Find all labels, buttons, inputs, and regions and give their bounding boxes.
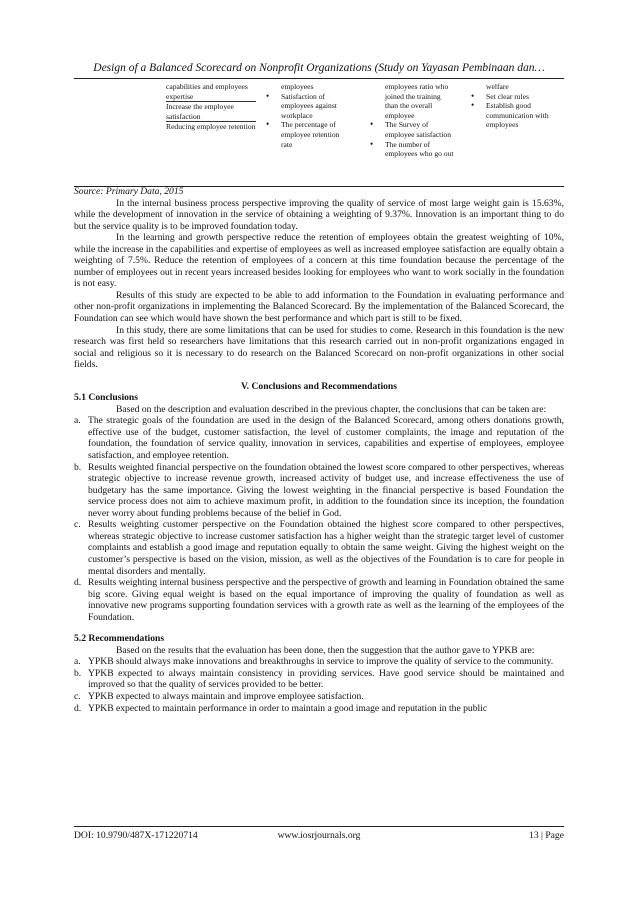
body-text xyxy=(74,186,564,714)
list-marker: b. xyxy=(74,461,82,473)
table-bullet: • Satisfaction of employees against workplace xyxy=(264,92,352,121)
list-item xyxy=(74,656,564,668)
header-rule xyxy=(74,78,564,79)
list-item-text: Results weighted financial perspective on the foundation obtained the lowest score compared to other perspectives, whereas strategic objective to increase revenue growth, increased activity of budget use, and increase effectiveness the use of budgetary has the same importance. Giving the lowest weighting in the financial perspective is based Foundation the service process does not aim to achieve maximum profit, in addition to the foundation since its inception, the foundation never worry about funding problems because of the belief in God. xyxy=(88,461,564,519)
table-bullet: • The number of employees who go out xyxy=(368,140,454,159)
footer-doi: DOI: 10.9790/487X-171220714 xyxy=(74,830,198,841)
paragraph: In the learning and growth perspective reduce the retention of employees obtain the greatest weighting of 10%, while the increase in the capabilities and expertise of employees as well as increased employee satisfaction are equally obtain a weighting of 7.5%. Reduce the retention of employees of a concern at this time foundation because the percentage of the number of employees out in recent years increased besides looking for employees who want to work socially in the foundation is not easy. xyxy=(74,232,564,290)
list-item-text: YPKB should always make innovations and breakthroughs in service to improve the quality of service to the community. xyxy=(88,656,554,668)
table-col-1 xyxy=(166,82,256,132)
paragraph: Based on the results that the evaluation has been done, then the suggestion that the author gave to YPKB are: xyxy=(116,644,535,656)
list-item xyxy=(74,462,564,520)
table-bullet: • The Survey of employee satisfaction xyxy=(368,120,454,139)
table-cell: employees ratio who joined the training than the overall employee xyxy=(385,82,449,120)
list-marker: d. xyxy=(74,702,82,714)
paragraph: Results of this study are expected to be able to add information to the Foundation in evaluating performance and other non-profit organizations in implementing the Balanced Scorecard. By the implementation of the Balanced Scorecard, the Foundation can see which would have shown the best performance and which part is still to be fixed. xyxy=(74,289,564,325)
list-item-text: Results weighting customer perspective on the Foundation obtained the highest score compared to other perspectives, whereas strategic objective to increase customer satisfaction has a higher weight than the strategic target level of customer complaints and establish a good image and reputation equally to obtain the same weight. Giving the highest weight on the customer’s perspective is based on the vision, mission, as well as the objectives of the Foundation is to care for people in mental disorders and mentally. xyxy=(88,519,564,577)
list-item xyxy=(74,577,564,623)
table-cell: capabilities and employees expertise xyxy=(166,82,256,102)
footer-page-number: 13 | Page xyxy=(529,830,564,841)
spacer xyxy=(74,623,564,633)
list-item xyxy=(74,415,564,461)
list-item xyxy=(74,668,564,691)
section-heading: V. Conclusions and Recommendations xyxy=(240,380,397,392)
list-item-text: YPKB expected to always maintain and improve employee satisfaction. xyxy=(88,690,364,702)
list-item-text: Results weighting internal business perspective and the perspective of growth and learning in Foundation obtained the same big score. Giving equal weight is based on the equal importance of improving the quality of foundation as well as innovative new programs supporting foundation services with a growth rate as well as the learning of the employees of the Foundation. xyxy=(88,577,564,623)
table-fragment xyxy=(74,80,564,186)
list-marker: b. xyxy=(74,667,82,679)
table-cell: employees xyxy=(281,82,314,91)
table-col-3 xyxy=(368,82,454,159)
list-item-text: YPKB expected to maintain performance in order to maintain a good image and reputation in the public xyxy=(88,702,488,714)
subsection-heading: 5.2 Recommendations xyxy=(74,633,165,645)
list-marker: d. xyxy=(74,577,82,589)
running-header: Design of a Balanced Scorecard on Nonprofit Organizations (Study on Yayasan Pembinaan dan… xyxy=(93,62,545,74)
table-cell: Reducing employee retention xyxy=(166,122,256,132)
recommendations-list xyxy=(74,656,564,714)
table-col-2 xyxy=(264,82,352,149)
table-cell: Increase the employee satisfaction xyxy=(166,102,256,122)
list-marker: a. xyxy=(74,656,81,668)
paragraph: In this study, there are some limitations that can be used for studies to come. Research in this foundation is the new research was first held so researchers have limitations that this research carried out in non-profit organizations engaged in social and religious so it is necessary to do research on the Balanced Scorecard on non-profit organizations in other social fields. xyxy=(74,324,564,371)
table-cell: welfare xyxy=(486,82,509,91)
subsection-heading: 5.1 Conclusions xyxy=(74,392,138,404)
list-item-text: YPKB expected to always maintain consistency in providing services. Have good service should be maintained and improved so that the quality of services provided to be better. xyxy=(88,667,564,691)
footer-rule xyxy=(74,826,564,827)
list-item xyxy=(74,519,564,577)
table-source: Source: Primary Data, 2015 xyxy=(74,186,184,197)
list-marker: c. xyxy=(74,690,81,702)
list-marker: a. xyxy=(74,415,81,427)
footer-website: www.iosrjournals.org xyxy=(277,830,361,841)
table-bullet: • The percentage of employee retention rate xyxy=(264,120,352,149)
list-marker: c. xyxy=(74,519,81,531)
conclusions-list xyxy=(74,415,564,623)
list-item xyxy=(74,703,564,715)
table-bullet: • Set clear rules xyxy=(469,92,555,102)
table-bullet: • Establish good communication with employees xyxy=(469,101,555,130)
paragraph: Based on the description and evaluation described in the previous chapter, the conclusions that can be taken are: xyxy=(116,403,547,415)
list-item-text: The strategic goals of the foundation are used in the design of the Balanced Scorecard, among others donations growth, effective use of the budget, customer satisfaction, the level of customer complaints, the image and reputation of the foundation, the foundation of service quality, innovation in services, capabilities and expertise of employees, employee satisfaction, and employee retention. xyxy=(88,415,564,462)
list-item xyxy=(74,691,564,703)
paragraph: In the internal business process perspective improving the quality of service of most large weight gain is 15.63%, while the development of innovation in the service of obtaining a weighting of 9.37%. Innovation is an important thing to do but the service quality is to be improved foundation today. xyxy=(74,197,564,232)
table-col-4 xyxy=(469,82,555,130)
